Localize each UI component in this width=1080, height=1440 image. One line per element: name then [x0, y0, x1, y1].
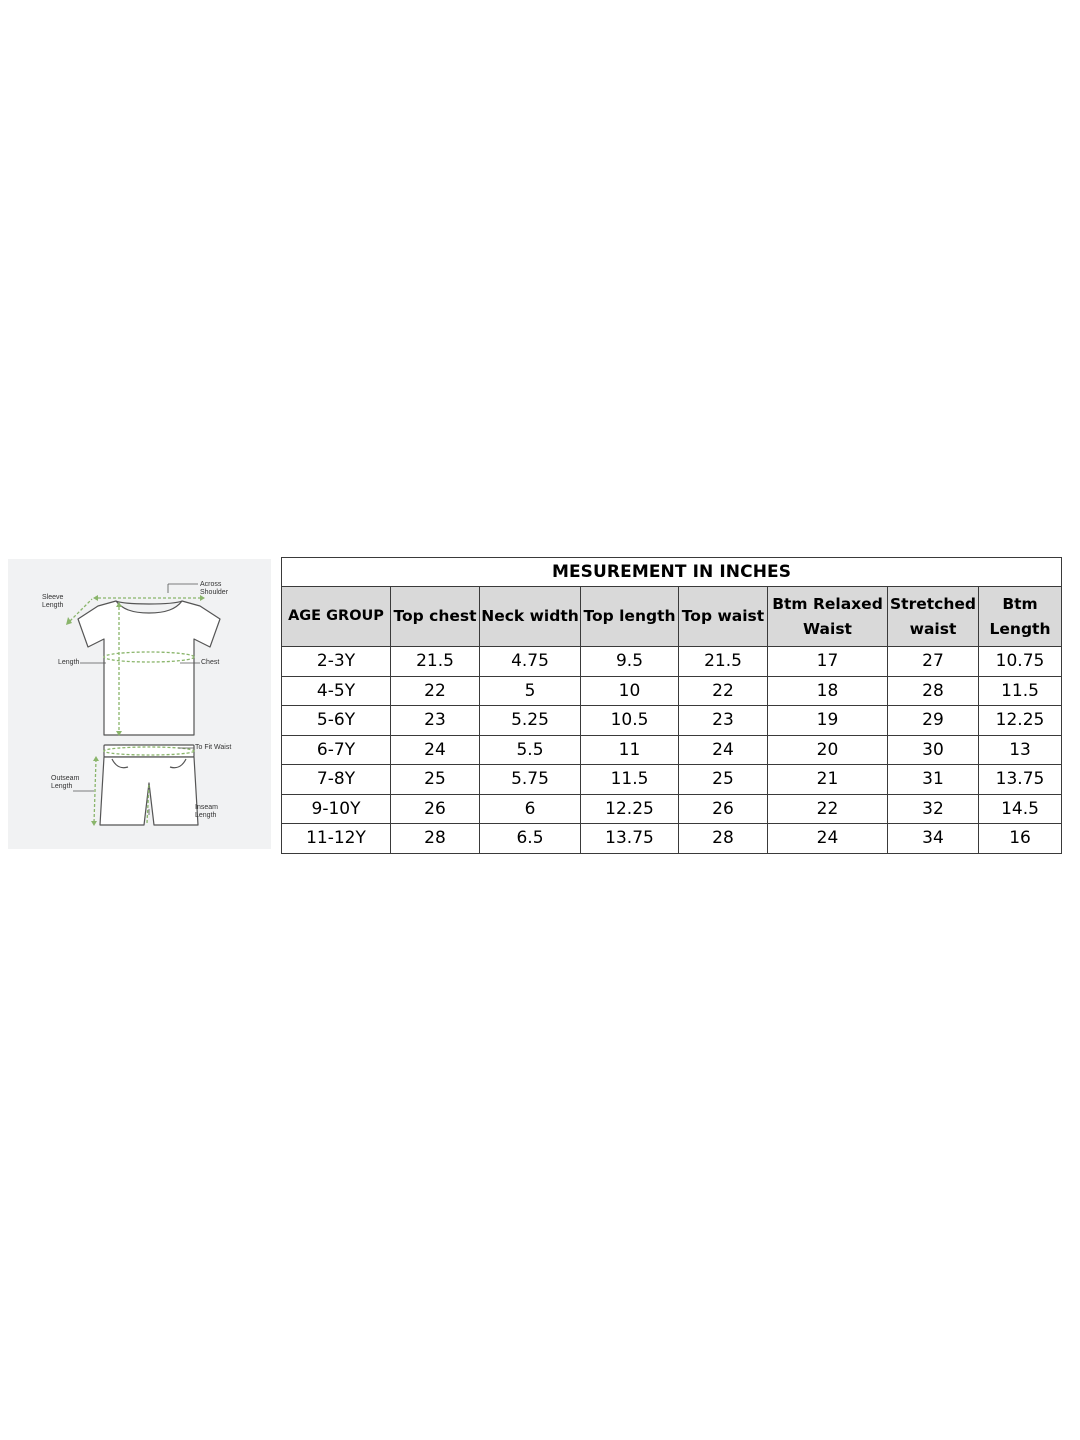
- cell-top-chest: 28: [391, 824, 480, 854]
- cell-neck-width: 5.75: [480, 765, 581, 795]
- cell-btm-length: 14.5: [979, 794, 1062, 824]
- table-header-row: [282, 587, 1062, 647]
- table-row: [282, 824, 1062, 854]
- cell-age-group: 4-5Y: [282, 676, 391, 706]
- table-row: [282, 706, 1062, 736]
- cell-stretched-waist: 28: [888, 676, 979, 706]
- column-header-btm-length: Btm Length: [979, 587, 1062, 647]
- cell-neck-width: 5: [480, 676, 581, 706]
- cell-top-chest: 21.5: [391, 647, 480, 677]
- cell-stretched-waist: 31: [888, 765, 979, 795]
- column-header-top-chest: Top chest: [391, 587, 480, 647]
- sleeve-length-label: Sleeve Length: [42, 594, 64, 609]
- length-label: Length: [58, 659, 80, 666]
- cell-age-group: 2-3Y: [282, 647, 391, 677]
- cell-neck-width: 6: [480, 794, 581, 824]
- table-row: [282, 794, 1062, 824]
- cell-btm-length: 11.5: [979, 676, 1062, 706]
- size-guide-diagram: [8, 559, 271, 849]
- cell-top-length: 13.75: [581, 824, 679, 854]
- cell-top-waist: 25: [679, 765, 768, 795]
- outseam-length-label: Outseam Length: [51, 775, 80, 790]
- cell-btm-length: 13: [979, 735, 1062, 765]
- cell-btm-relaxed-waist: 20: [768, 735, 888, 765]
- cell-top-chest: 25: [391, 765, 480, 795]
- table-title: MESUREMENT IN INCHES: [282, 558, 1062, 587]
- cell-btm-relaxed-waist: 24: [768, 824, 888, 854]
- cell-top-length: 10: [581, 676, 679, 706]
- column-header-btm-relaxed-waist: Btm Relaxed Waist: [768, 587, 888, 647]
- cell-age-group: 11-12Y: [282, 824, 391, 854]
- cell-top-length: 11: [581, 735, 679, 765]
- cell-age-group: 5-6Y: [282, 706, 391, 736]
- cell-top-length: 12.25: [581, 794, 679, 824]
- cell-age-group: 9-10Y: [282, 794, 391, 824]
- cell-top-chest: 23: [391, 706, 480, 736]
- table-row: [282, 735, 1062, 765]
- cell-age-group: 7-8Y: [282, 765, 391, 795]
- cell-top-length: 11.5: [581, 765, 679, 795]
- table-row: [282, 676, 1062, 706]
- column-header-neck-width: Neck width: [480, 587, 581, 647]
- column-header-top-length: Top length: [581, 587, 679, 647]
- cell-top-chest: 22: [391, 676, 480, 706]
- cell-top-waist: 22: [679, 676, 768, 706]
- cell-stretched-waist: 32: [888, 794, 979, 824]
- cell-age-group: 6-7Y: [282, 735, 391, 765]
- cell-btm-length: 12.25: [979, 706, 1062, 736]
- cell-top-length: 9.5: [581, 647, 679, 677]
- size-chart-table: [281, 557, 1062, 854]
- inseam-length-label: Inseam Length: [195, 804, 218, 819]
- cell-stretched-waist: 34: [888, 824, 979, 854]
- column-header-age-group: AGE GROUP: [282, 587, 391, 647]
- cell-stretched-waist: 29: [888, 706, 979, 736]
- column-header-top-waist: Top waist: [679, 587, 768, 647]
- cell-neck-width: 5.5: [480, 735, 581, 765]
- cell-top-length: 10.5: [581, 706, 679, 736]
- cell-btm-length: 10.75: [979, 647, 1062, 677]
- cell-top-chest: 26: [391, 794, 480, 824]
- cell-top-waist: 26: [679, 794, 768, 824]
- cell-btm-relaxed-waist: 21: [768, 765, 888, 795]
- cell-neck-width: 5.25: [480, 706, 581, 736]
- cell-neck-width: 4.75: [480, 647, 581, 677]
- tshirt-outline: [78, 601, 220, 735]
- cell-top-waist: 21.5: [679, 647, 768, 677]
- chest-label: Chest: [201, 659, 220, 666]
- cell-btm-relaxed-waist: 19: [768, 706, 888, 736]
- cell-top-waist: 23: [679, 706, 768, 736]
- cell-btm-relaxed-waist: 22: [768, 794, 888, 824]
- across-shoulder-label: Across Shoulder: [200, 581, 229, 596]
- cell-btm-length: 13.75: [979, 765, 1062, 795]
- cell-stretched-waist: 30: [888, 735, 979, 765]
- column-header-stretched-waist: Stretched waist: [888, 587, 979, 647]
- cell-btm-length: 16: [979, 824, 1062, 854]
- cell-btm-relaxed-waist: 17: [768, 647, 888, 677]
- cell-top-waist: 28: [679, 824, 768, 854]
- cell-btm-relaxed-waist: 18: [768, 676, 888, 706]
- table-row: [282, 765, 1062, 795]
- cell-neck-width: 6.5: [480, 824, 581, 854]
- cell-top-waist: 24: [679, 735, 768, 765]
- cell-top-chest: 24: [391, 735, 480, 765]
- table-row: [282, 647, 1062, 677]
- to-fit-waist-label: To Fit Waist: [195, 744, 232, 751]
- cell-stretched-waist: 27: [888, 647, 979, 677]
